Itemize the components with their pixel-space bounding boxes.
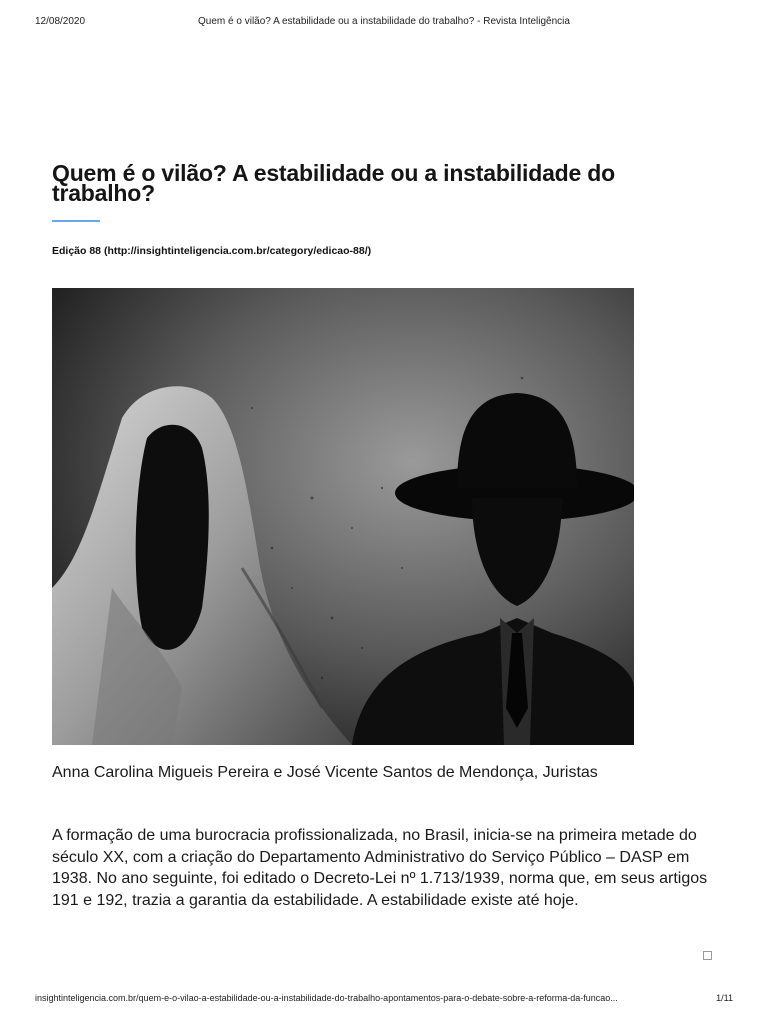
page-number: 1/11: [716, 993, 733, 1003]
print-url: insightinteligencia.com.br/quem-e-o-vilao-a-estabilidade-ou-a-instabilidade-do-trabalho-apontamentos-para-o-debate-sobre-a-reforma-da-funcao...: [35, 993, 618, 1003]
article-paragraph: A formação de uma burocracia profissionalizada, no Brasil, inicia-se na primeira metade do século XX, com a criação do Departamento Administrativo do Serviço Público – DASP em 1938. No ano seguinte, foi editado o Decreto-Lei nº 1.713/1939, norma que, em seus artigos 191 e 192, trazia a garantia da estabilidade. A estabilidade existe até hoje.: [52, 827, 708, 909]
square-outline-icon[interactable]: [703, 951, 712, 960]
title-underline: [52, 220, 100, 222]
print-header: [0, 16, 768, 30]
print-date: 12/08/2020: [35, 16, 86, 27]
article-title: Quem é o vilão? A estabilidade ou a instabilidade do trabalho?: [52, 160, 616, 206]
print-footer: [0, 993, 768, 1007]
article-authors: Anna Carolina Migueis Pereira e José Vicente Santos de Mendonça, Juristas: [52, 764, 598, 781]
edition-link[interactable]: Edição 88 (http://insightinteligencia.com.br/category/edicao-88/): [52, 245, 372, 257]
print-document-title: Quem é o vilão? A estabilidade ou a instabilidade do trabalho? - Revista Inteligência: [198, 16, 570, 27]
hero-image: [52, 288, 634, 745]
